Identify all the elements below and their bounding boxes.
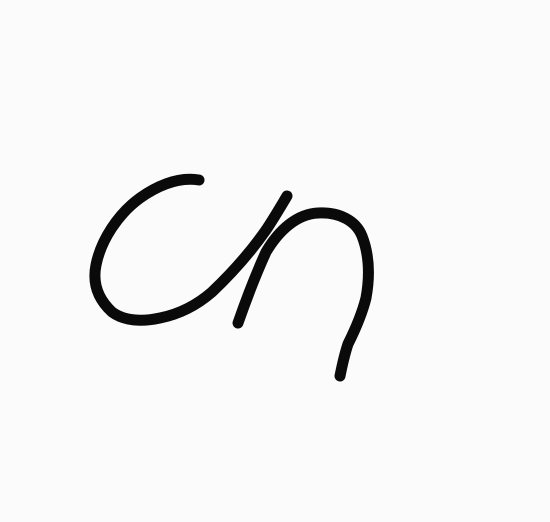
stroke-c: [95, 179, 287, 320]
